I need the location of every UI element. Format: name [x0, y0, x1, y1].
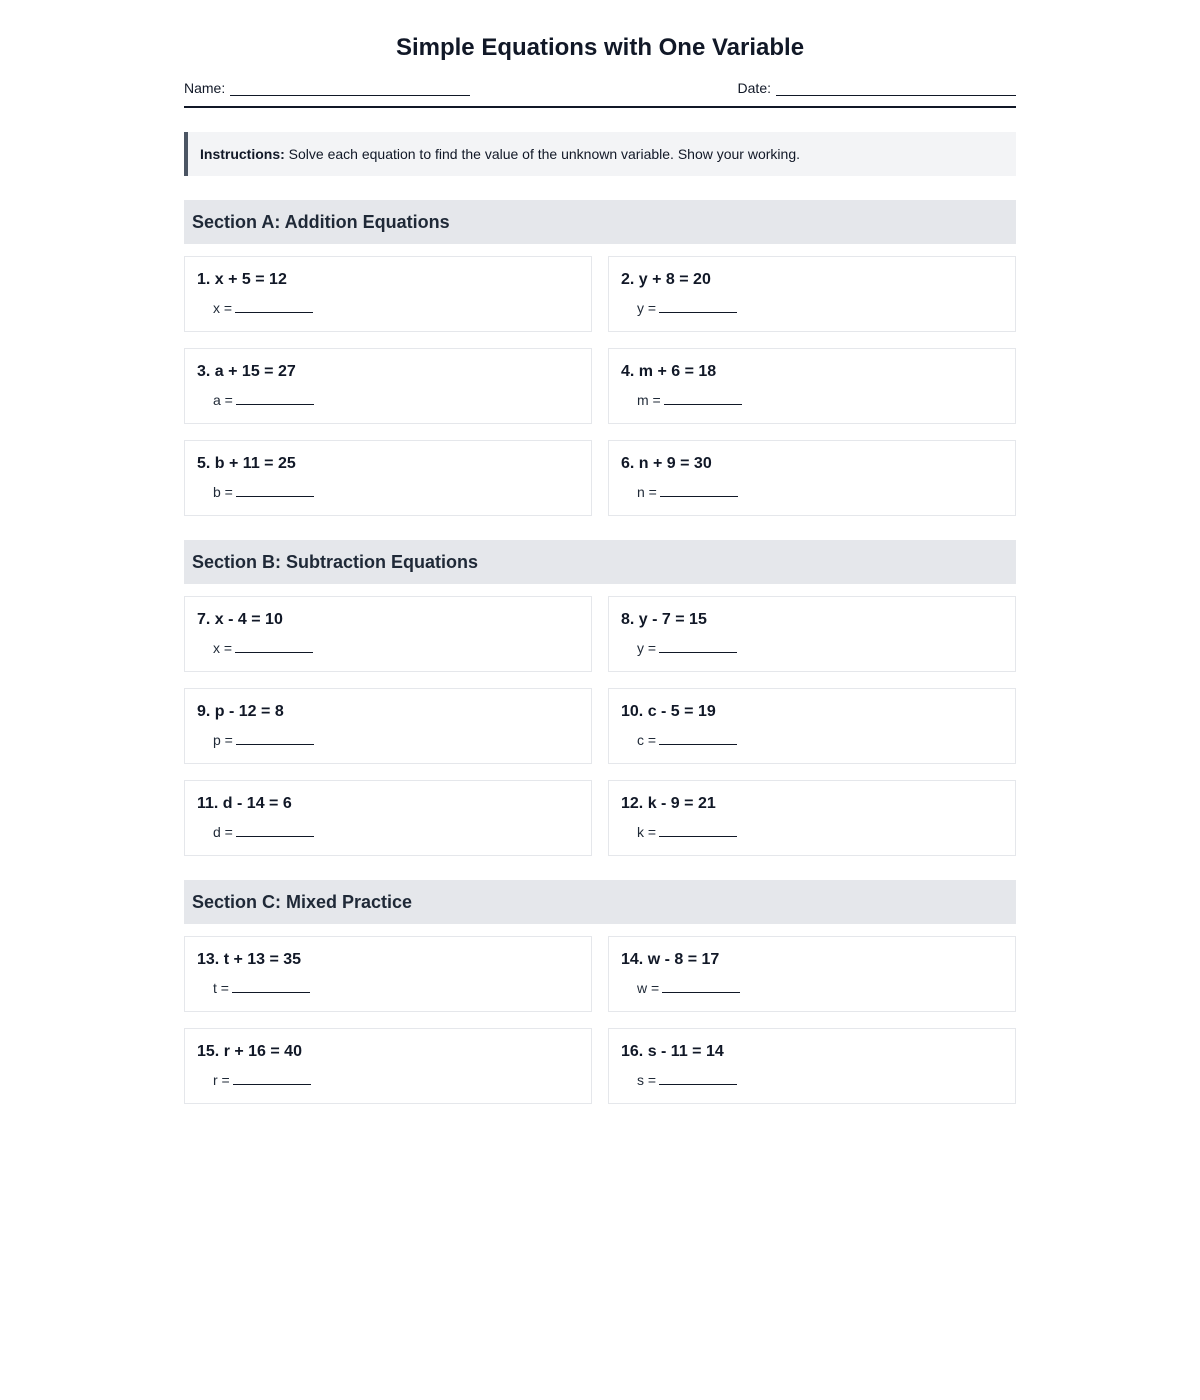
problem-card [608, 780, 1016, 856]
answer-row [213, 483, 579, 501]
instructions-text: Solve each equation to find the value of the unknown variable. Show your working. [284, 146, 800, 162]
answer-row [213, 639, 579, 657]
answer-blank[interactable] [662, 979, 740, 993]
answer-blank[interactable] [664, 391, 742, 405]
answer-row [213, 1071, 579, 1089]
answer-label: y = [637, 300, 657, 316]
equation: 6. n + 9 = 30 [621, 455, 712, 472]
page-title: Simple Equations with One Variable [395, 34, 805, 61]
equation: 3. a + 15 = 27 [197, 363, 296, 380]
answer-blank[interactable] [235, 639, 313, 653]
answer-blank[interactable] [232, 979, 310, 993]
equation: 5. b + 11 = 25 [197, 455, 296, 472]
answer-blank[interactable] [236, 483, 314, 497]
section-a-header: Section A: Addition Equations [184, 200, 1016, 244]
problem-card [184, 596, 592, 672]
answer-row [213, 299, 579, 317]
answer-row [637, 391, 1003, 409]
section-c-problems [184, 936, 1016, 1104]
problem-card [184, 780, 592, 856]
answer-label: n = [637, 484, 657, 500]
answer-label: c = [637, 732, 657, 748]
problem-card [608, 936, 1016, 1012]
answer-row [637, 979, 1003, 997]
equation: 12. k - 9 = 21 [621, 795, 716, 812]
answer-blank[interactable] [236, 823, 314, 837]
equation: 14. w - 8 = 17 [621, 951, 720, 968]
answer-label: b = [213, 484, 233, 500]
answer-label: p = [213, 732, 233, 748]
answer-row [637, 823, 1003, 841]
answer-blank[interactable] [236, 731, 314, 745]
answer-label: t = [213, 980, 229, 996]
equation: 13. t + 13 = 35 [197, 951, 302, 968]
problem-card [608, 1028, 1016, 1104]
answer-label: r = [213, 1072, 230, 1088]
name-label: Name: [184, 80, 226, 96]
equation: 7. x - 4 = 10 [197, 611, 283, 628]
answer-blank[interactable] [233, 1071, 311, 1085]
answer-row [213, 391, 579, 409]
equation: 2. y + 8 = 20 [621, 271, 711, 288]
problem-card [184, 936, 592, 1012]
problem-card [608, 440, 1016, 516]
answer-blank[interactable] [235, 299, 313, 313]
answer-label: k = [637, 824, 657, 840]
answer-row [637, 299, 1003, 317]
date-label: Date: [737, 80, 771, 96]
answer-blank[interactable] [659, 299, 737, 313]
section-b-problems [184, 596, 1016, 856]
answer-blank[interactable] [659, 823, 737, 837]
answer-row [637, 483, 1003, 501]
answer-label: d = [213, 824, 233, 840]
answer-row [213, 731, 579, 749]
problem-card [184, 256, 592, 332]
worksheet-page [184, 0, 1016, 1104]
answer-label: m = [637, 392, 661, 408]
equation: 1. x + 5 = 12 [197, 271, 287, 288]
date-blank-line[interactable] [776, 81, 1016, 96]
problem-card [184, 688, 592, 764]
problem-card [184, 440, 592, 516]
problem-card [608, 348, 1016, 424]
instructions-label: Instructions: [200, 146, 285, 162]
answer-label: w = [637, 980, 660, 996]
answer-label: y = [637, 640, 657, 656]
answer-label: x = [213, 640, 233, 656]
answer-row [637, 1071, 1003, 1089]
answer-blank[interactable] [660, 483, 738, 497]
equation: 9. p - 12 = 8 [197, 703, 284, 720]
name-field [184, 80, 470, 96]
equation: 11. d - 14 = 6 [197, 795, 292, 812]
equation: 10. c - 5 = 19 [621, 703, 716, 720]
section-c-header: Section C: Mixed Practice [184, 880, 1016, 924]
problem-card [608, 688, 1016, 764]
name-blank-line[interactable] [230, 81, 470, 96]
student-info-row [184, 80, 1016, 108]
answer-row [213, 979, 579, 997]
problem-card [184, 1028, 592, 1104]
equation: 16. s - 11 = 14 [621, 1043, 724, 1060]
section-a-problems [184, 256, 1016, 516]
instructions-box [184, 132, 1016, 176]
answer-blank[interactable] [659, 639, 737, 653]
equation: 15. r + 16 = 40 [197, 1043, 302, 1060]
answer-label: a = [213, 392, 233, 408]
problem-card [608, 596, 1016, 672]
answer-blank[interactable] [659, 731, 737, 745]
date-field [738, 80, 1016, 96]
equation: 4. m + 6 = 18 [621, 363, 717, 380]
problem-card [608, 256, 1016, 332]
section-b-header: Section B: Subtraction Equations [184, 540, 1016, 584]
equation: 8. y - 7 = 15 [621, 611, 707, 628]
answer-blank[interactable] [236, 391, 314, 405]
answer-label: x = [213, 300, 233, 316]
answer-label: s = [637, 1072, 657, 1088]
answer-blank[interactable] [659, 1071, 737, 1085]
answer-row [637, 639, 1003, 657]
answer-row [637, 731, 1003, 749]
problem-card [184, 348, 592, 424]
answer-row [213, 823, 579, 841]
